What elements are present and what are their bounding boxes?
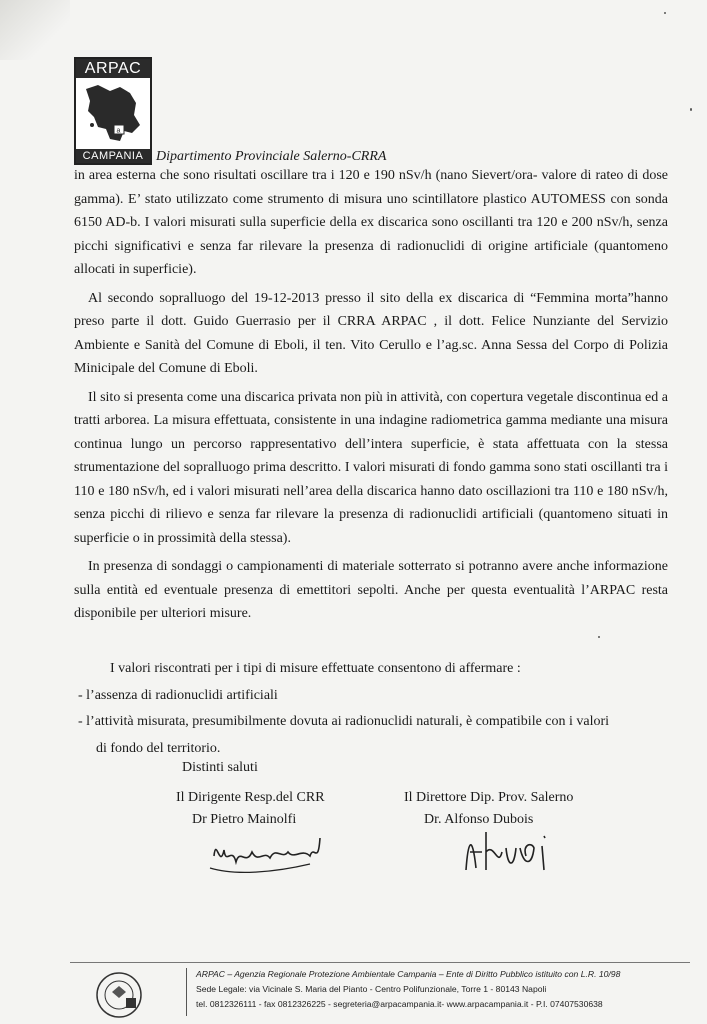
logo-top-text: ARPAC <box>76 59 150 78</box>
paragraph-3: Il sito si presenta come una discarica privata non più in attività, con copertura vegetale discontinua ed a tratti arborea. La misura effettuata, consistente in una indagine radiometrica gamma mediante una misura continua lungo un percorso rappresentativo dell’intera superficie, è stata affettuata con la stessa strumentazione del sopralluogo prima descritto. I valori misurati di fondo gamma sono stati oscillanti tra i 110 e 180 nSv/h, ed i valori misurati nell’area della discarica hanno dato oscillazioni tra 110 e 180 nSv/h, senza picchi di rilievo e senza far rilevare la presenza di radionuclidi artificiali (quantomeno situati in superficie o in prossimità della stessa). <box>74 389 668 546</box>
conclusion-item-1: - l’assenza di radionuclidi artificiali <box>78 687 278 703</box>
logo-bottom-text: CAMPANIA <box>76 149 150 163</box>
paragraph-1: in area esterna che sono risultati oscillare tra i 120 e 190 nSv/h (nano Sievert/ora- valore di rateo di dose gamma). E’ stato utilizzato come strumento di misura uno scintillatore plastico AUTOMESS con sonda 6150 AD-b. I valori misurati sulla superficie della ex discarica sono oscillanti tra 120 e 200 nSv/h, senza picchi significativi e senza far rilevare la presenza di radionuclidi di origine artificiale (quantomeno allocati in superficie). <box>74 168 668 277</box>
conclusion-continuation: di fondo del territorio. <box>96 740 221 756</box>
left-signatory-name: Dr Pietro Mainolfi <box>192 812 297 827</box>
arpac-logo <box>74 57 152 165</box>
footer-divider <box>70 962 690 963</box>
certification-seal-icon <box>94 970 144 1020</box>
footer-contact <box>196 967 701 1012</box>
footer-address: Sede Legale: via Vicinale S. Maria del Pianto - Centro Polifunzionale, Torre 1 - 80143 Napoli <box>196 984 547 994</box>
closing-salutation: Distinti saluti <box>182 760 258 775</box>
footer-phone-email: tel. 0812326111 - fax 0812326225 - segreteria@arpacampania.it- www.arpacampania.it - P.I. 07407530638 <box>196 999 603 1009</box>
conclusion-item-2: - l’attività misurata, presumibilmente dovuta ai radionuclidi naturali, è compatibile con i valori <box>78 714 610 729</box>
scan-speck <box>690 108 692 111</box>
scan-corner-shadow <box>0 0 70 60</box>
scan-speck <box>664 12 666 14</box>
scan-speck <box>598 636 600 638</box>
footer-agency: ARPAC – Agenzia Regionale Protezione Ambientale Campania – Ente di Diritto Pubblico istituito con L.R. 10/98 <box>196 969 621 979</box>
letter-body <box>74 164 668 626</box>
department-heading: Dipartimento Provinciale Salerno-CRRA <box>156 149 387 164</box>
paragraph-2: Al secondo sopralluogo del 19-12-2013 presso il sito della ex discarica di “Femmina morta”hanno preso parte il dott. Guido Guerrasio per il CRRA ARPAC , il dott. Felice Nunziante del Servizio Ambiente e Sanità del Comune di Eboli, il ten. Vito Cerullo e l’ag.sc. Anna Sessa del Corpo di Polizia Minicipale del Comune di Eboli. <box>74 290 668 376</box>
right-signatory-role: Il Direttore Dip. Prov. Salerno <box>404 790 574 805</box>
footer-separator <box>186 968 187 1016</box>
paragraph-4: In presenza di sondaggi o campionamenti di materiale sotterrato si potranno avere anche informazione sulla entità ed eventuale presenza di emettitori sepolti. Anche per questa eventualità l’ARPAC resta disponibile per ulteriori misure. <box>74 559 668 621</box>
campania-map-icon <box>80 81 146 147</box>
conclusion-intro: I valori riscontrati per i tipi di misure effettuate consentono di affermare : <box>110 661 521 676</box>
right-handwritten-signature <box>460 822 560 878</box>
right-signatory-name: Dr. Alfonso Dubois <box>424 812 534 827</box>
left-signatory-role: Il Dirigente Resp.del CRR <box>176 790 325 805</box>
svg-text:a: a <box>116 127 121 135</box>
left-handwritten-signature <box>206 826 336 878</box>
conclusion-block <box>78 657 676 760</box>
